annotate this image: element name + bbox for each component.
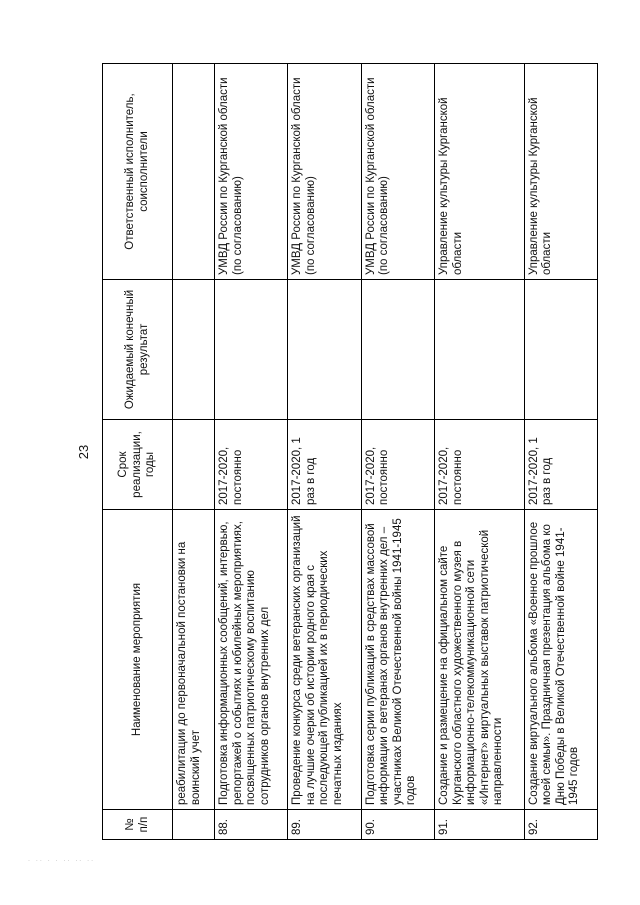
cell-num xyxy=(173,810,215,840)
cell-num: 92. xyxy=(524,810,597,840)
cell-term: 2017-2020, 1 раз в год xyxy=(524,420,597,510)
cell-responsible: Управление культуры Курганской области xyxy=(435,64,525,280)
cell-term: 2017-2020, 1 раз в год xyxy=(288,420,361,510)
cell-responsible: Управление культуры Курганской области xyxy=(524,64,597,280)
table-row xyxy=(435,64,525,840)
scan-artifact-marks: . .. . . .. .. .. xyxy=(28,856,96,863)
cell-name: Проведение конкурса среди ветеранских организаций на лучшие очерки об истории родного края с последующей публикацией их в периодических печатных изданиях xyxy=(288,510,361,810)
cell-result xyxy=(361,280,434,420)
cell-result xyxy=(524,280,597,420)
cell-result xyxy=(173,280,215,420)
cell-result xyxy=(215,280,288,420)
header-result: Ожидаемый конечный результат xyxy=(103,280,173,420)
cell-name: Подготовка информационных сообщений, интервью, репортажей о событиях и юбилейных мероприятиях, посвященных патриотическому воспитанию сотрудников органов внутренних дел xyxy=(215,510,288,810)
cell-num: 88. xyxy=(215,810,288,840)
cell-term: 2017-2020, постоянно xyxy=(435,420,525,510)
cell-responsible: УМВД России по Курганской области (по согласованию) xyxy=(215,64,288,280)
cell-responsible xyxy=(173,64,215,280)
table-row xyxy=(361,64,434,840)
cell-num: 90. xyxy=(361,810,434,840)
cell-term xyxy=(173,420,215,510)
cell-responsible: УМВД России по Курганской области (по согласованию) xyxy=(288,64,361,280)
cell-result xyxy=(288,280,361,420)
cell-name: Создание виртуального альбома «Военное прошлое моей семьи». Праздничная презентация альбома ко Дню Победы в Великой Отечественной войне 1941-1945 годов xyxy=(524,510,597,810)
table-row xyxy=(288,64,361,840)
cell-term: 2017-2020, постоянно xyxy=(215,420,288,510)
header-name: Наименование мероприятия xyxy=(103,510,173,810)
header-term: Срок реализации, годы xyxy=(103,420,173,510)
cell-name: реабилитации до первоначальной постановки на воинский учет xyxy=(173,510,215,810)
header-responsible: Ответственный исполнитель, соисполнители xyxy=(103,64,173,280)
cell-num: 89. xyxy=(288,810,361,840)
table-row-continuation xyxy=(173,64,215,840)
cell-num: 91. xyxy=(435,810,525,840)
table-row xyxy=(215,64,288,840)
header-num: № п/п xyxy=(103,810,173,840)
table-row xyxy=(524,64,597,840)
cell-name: Создание и размещение на официальном сайте Курганского областного художественного музея в информационно-телекоммуникационной сети «Интернет» виртуальных выставок патриотической направленности xyxy=(435,510,525,810)
cell-responsible: УМВД России по Курганской области (по согласованию) xyxy=(361,64,434,280)
cell-result xyxy=(435,280,525,420)
measures-table-container xyxy=(102,64,598,840)
cell-term: 2017-2020, постоянно xyxy=(361,420,434,510)
measures-table xyxy=(102,63,598,840)
table-header-row xyxy=(103,64,173,840)
cell-name: Подготовка серии публикаций в средствах массовой информации о ветеранах органов внутренних дел – участниках Великой Отечественной войны 1941-1945 годов xyxy=(361,510,434,810)
page-number: 23 xyxy=(76,444,91,460)
